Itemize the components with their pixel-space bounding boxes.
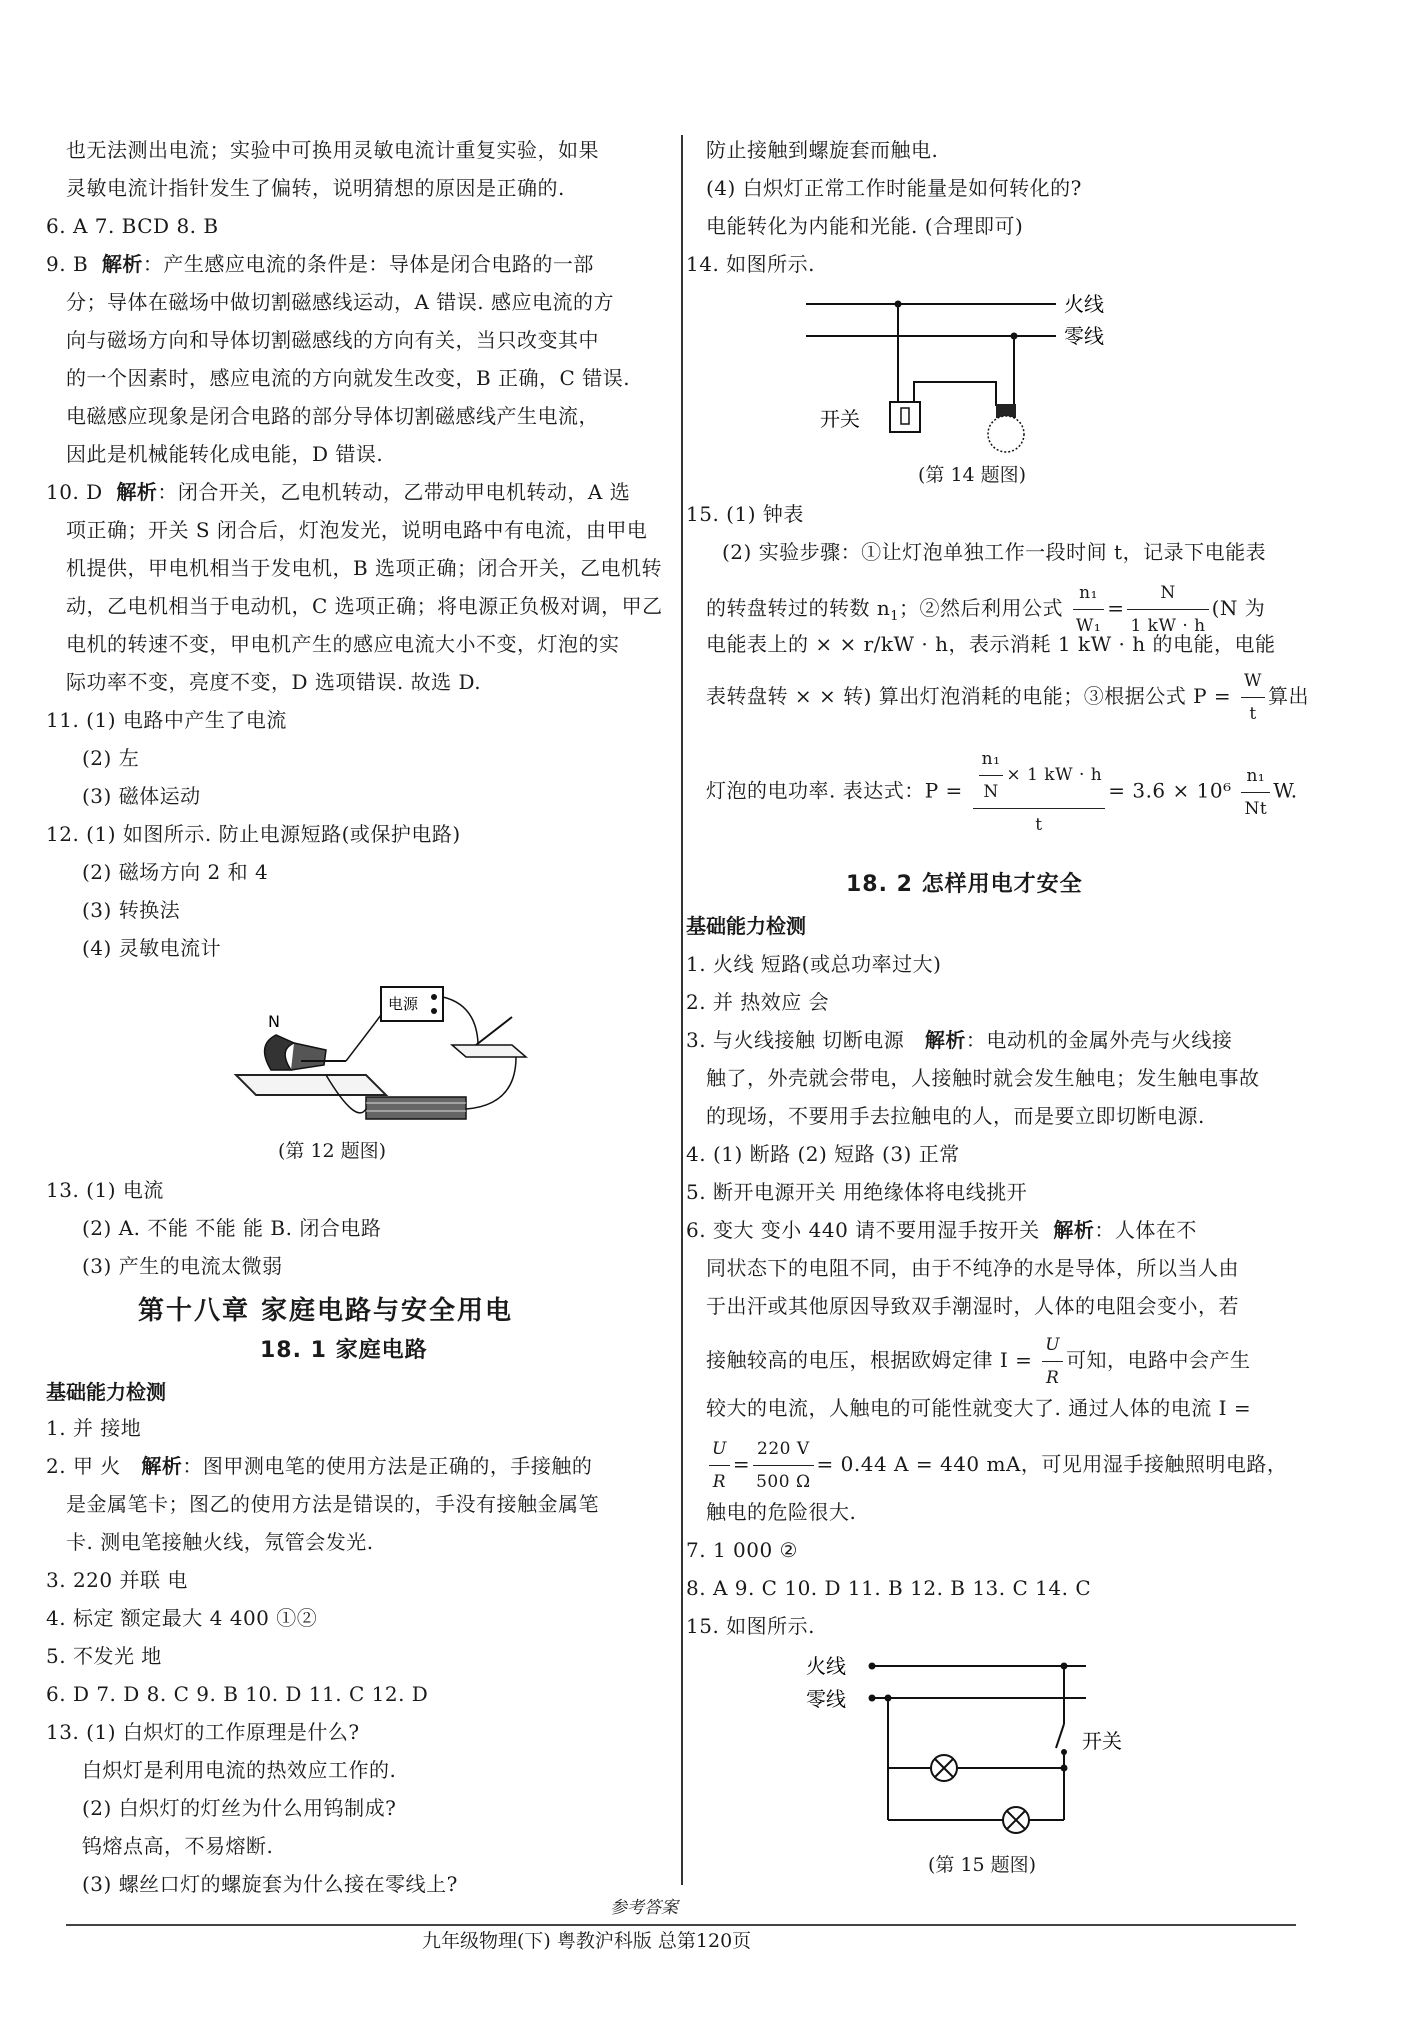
switch-blade xyxy=(1056,1724,1064,1748)
formula-line xyxy=(706,666,1309,729)
wooden-base xyxy=(236,1075,386,1095)
analysis-text: ：产生感应电流的条件是：导体是闭合电路的一部 xyxy=(142,252,594,276)
text-segment: W. xyxy=(1273,778,1298,803)
horseshoe-magnet xyxy=(265,1035,294,1070)
analysis-text: ：人体在不 xyxy=(1094,1218,1197,1242)
fraction xyxy=(1042,1330,1063,1393)
fraction xyxy=(1241,666,1265,729)
analysis-tag: 解析 xyxy=(116,480,158,504)
answer-line: (4) 灵敏电流计 xyxy=(82,936,222,960)
text-line: 因此是机械能转化成电能，D 错误. xyxy=(66,442,384,466)
answer-line: 15. 如图所示. xyxy=(686,1614,816,1638)
text-line: (4) 白炽灯正常工作时能量是如何转化的? xyxy=(706,176,1082,200)
fraction-denominator: N xyxy=(983,782,999,802)
text-line: 于出汗或其他原因导致双手潮湿时，人体的电阻会变小，若 xyxy=(706,1294,1239,1318)
live-wire-label: 火线 xyxy=(1064,292,1104,316)
text-line: 也无法测出电流；实验中可换用灵敏电流计重复实验，如果 xyxy=(66,138,599,162)
figure-12-caption: (第 12 题图) xyxy=(278,1140,387,1162)
text-segment: 的转盘转过的转数 n xyxy=(706,596,891,620)
formula-line: 的转盘转过的转数 $n_1$；②然后利用公式 $\frac{\text{n₁}}{\text{W₁}}$ = $\frac{N}{1 kW \cdot h}$ (N 为 xyxy=(706,578,1265,641)
answer-number: 10. D xyxy=(46,480,103,504)
answer-line: 5. 不发光 地 xyxy=(46,1644,162,1668)
answer-number: 2. 甲 火 xyxy=(46,1454,121,1478)
answer-line: 白炽灯是利用电流的热效应工作的. xyxy=(82,1758,397,1782)
fraction-numerator xyxy=(973,744,1106,809)
answer-line: 5. 断开电源开关 用绝缘体将电线挑开 xyxy=(686,1180,1028,1204)
text-segment: 表转盘转 × × 转) 算出灯泡消耗的电能；③根据公式 P = xyxy=(706,684,1232,708)
footer-rule xyxy=(66,1924,1296,1926)
text-line: 防止接触到螺旋套而触电. xyxy=(706,138,939,162)
analysis-text: ：电动机的金属外壳与火线接 xyxy=(965,1028,1233,1052)
answer-number: 3. 与火线接触 切断电源 xyxy=(686,1028,905,1052)
text-line: 分；导体在磁场中做切割磁感线运动，A 错误. 感应电流的方 xyxy=(66,290,615,314)
text-segment: ；②然后利用公式 xyxy=(899,596,1064,620)
fraction xyxy=(753,1434,813,1497)
fraction xyxy=(709,1434,730,1497)
answer-line: 13. (1) 白炽灯的工作原理是什么? xyxy=(46,1720,360,1744)
text-segment: × 1 kW · h xyxy=(1006,765,1103,785)
text-segment: 灯泡的电功率. 表达式：P = xyxy=(706,778,963,803)
switch-label: 开关 xyxy=(1082,1729,1122,1753)
analysis-text: ：图甲测电笔的使用方法是正确的，手接触的 xyxy=(182,1454,593,1478)
text-line: 同状态下的电阻不同，由于不纯净的水是导体，所以当人由 xyxy=(706,1256,1239,1280)
answer-line: 1. 并 接地 xyxy=(46,1416,142,1440)
text-line: 较大的电流，人触电的可能性就变大了. 通过人体的电流 I = xyxy=(706,1396,1252,1420)
section-title: 18. 2 怎样用电才安全 xyxy=(846,872,1083,897)
magnet-pole xyxy=(291,1043,326,1070)
wire xyxy=(346,1015,381,1061)
wire xyxy=(914,382,996,406)
answer-line: 3. 220 并联 电 xyxy=(46,1568,188,1592)
answer-line: 12. (1) 如图所示. 防止电源短路(或保护电路) xyxy=(46,822,461,846)
fraction-numerator: 220 V xyxy=(753,1434,813,1466)
fraction xyxy=(1241,761,1270,824)
answer-line: (2) 实验步骤：①让灯泡单独工作一段时间 t，记录下电能表 xyxy=(722,540,1267,564)
fraction-denominator: t xyxy=(1035,815,1043,835)
fraction-denominator: Nt xyxy=(1244,798,1268,819)
answer-line: 4. 标定 额定最大 4 400 ①② xyxy=(46,1606,318,1630)
text-segment: 接触较高的电压，根据欧姆定律 I = xyxy=(706,1348,1033,1372)
light-bulb xyxy=(988,416,1024,452)
answer-line: (2) 白炽灯的灯丝为什么用钨制成? xyxy=(82,1796,397,1820)
footer-page-info: 九年级物理(下) 粤教沪科版 总第120页 xyxy=(422,1930,752,1952)
analysis-text: ：闭合开关，乙电机转动，乙带动甲电机转动，A 选 xyxy=(157,480,631,504)
answer-line: 14. 如图所示. xyxy=(686,252,816,276)
text-line: 机提供，甲电机相当于发电机，B 选项正确；闭合开关，乙电机转 xyxy=(66,556,663,580)
text-segment: = xyxy=(732,1452,751,1476)
fraction-denominator: R xyxy=(712,1472,727,1492)
answer-line: 6. D 7. D 8. C 9. B 10. D 11. C 12. D xyxy=(46,1682,429,1706)
answer-line: (3) 磁体运动 xyxy=(82,784,201,808)
figure-14-circuit xyxy=(806,284,1136,464)
analysis-tag: 解析 xyxy=(101,252,143,276)
text-line: 灵敏电流计指针发生了偏转，说明猜想的原因是正确的. xyxy=(66,176,565,200)
figure-15-caption: (第 15 题图) xyxy=(928,1854,1037,1876)
section-title: 18. 1 家庭电路 xyxy=(260,1338,428,1363)
switch-label: 开关 xyxy=(820,407,860,431)
text-segment: = 0.44 A = 440 mA，可见用湿手接触照明电路， xyxy=(816,1452,1288,1476)
figure-12-apparatus xyxy=(216,975,546,1135)
figure-14-caption: (第 14 题图) xyxy=(918,464,1027,486)
footer-heading: 参考答案 xyxy=(610,1898,678,1918)
text-line: 是金属笔卡；图乙的使用方法是错误的，手没有接触金属笔 xyxy=(66,1492,599,1516)
answer-line: 钨熔点高，不易熔断. xyxy=(82,1834,274,1858)
text-line: 卡. 测电笔接触火线，氖管会发光. xyxy=(66,1530,374,1554)
text-line: 的一个因素时，感应电流的方向就发生改变，B 正确，C 错误. xyxy=(66,366,631,390)
answer-number: 6. 变大 变小 440 请不要用湿手按开关 xyxy=(686,1218,1040,1242)
switch-base xyxy=(452,1045,526,1057)
answer-line: (3) 产生的电流太微弱 xyxy=(82,1254,283,1278)
text-segment: 可知，电路中会产生 xyxy=(1066,1348,1251,1372)
fraction-denominator: t xyxy=(1249,704,1257,724)
fraction-numerator: n₁ xyxy=(1241,761,1270,793)
text-segment: (N 为 xyxy=(1211,596,1266,620)
answer-number: 9. B xyxy=(46,252,89,276)
power-supply-label: 电源 xyxy=(388,995,419,1013)
subheading: 基础能力检测 xyxy=(46,1380,166,1404)
formula-line xyxy=(706,1434,1287,1497)
fraction-numerator: n₁ xyxy=(979,744,1004,776)
answer-line: 8. A 9. C 10. D 11. B 12. B 13. C 14. C xyxy=(686,1576,1092,1600)
chapter-title: 第十八章 家庭电路与安全用电 xyxy=(138,1296,514,1326)
text-line: 电磁感应现象是闭合电路的部分导体切割磁感线产生电流， xyxy=(66,404,599,428)
answer-line: 7. 1 000 ② xyxy=(686,1538,798,1562)
terminal xyxy=(869,1695,876,1702)
analysis-tag: 解析 xyxy=(141,1454,183,1478)
answer-line: (2) A. 不能 不能 能 B. 闭合电路 xyxy=(82,1216,382,1240)
text-segment: = 3.6 × 10⁶ xyxy=(1108,778,1232,803)
answer-line: 2. 并 热效应 会 xyxy=(686,990,830,1014)
junction xyxy=(1061,1765,1068,1772)
answer-line: 15. (1) 钟表 xyxy=(686,502,804,526)
fraction-denominator: W₁ xyxy=(1075,616,1102,636)
answer-q10 xyxy=(46,482,630,502)
fraction-denominator: R xyxy=(1045,1368,1060,1388)
live-wire-label: 火线 xyxy=(806,1654,846,1678)
text-line: 动，乙电机相当于电动机，C 选项正确；将电源正负极对调，甲乙 xyxy=(66,594,663,618)
answer-line: 13. (1) 电流 xyxy=(46,1178,164,1202)
answer-q2 xyxy=(46,1456,592,1476)
wire xyxy=(466,1057,516,1109)
formula-line xyxy=(706,744,1298,840)
text-line: 的现场，不要用手去拉触电的人，而是要立即切断电源. xyxy=(706,1104,1205,1128)
answer-line: (2) 左 xyxy=(82,746,140,770)
subheading: 基础能力检测 xyxy=(686,914,806,938)
answer-line: 11. (1) 电路中产生了电流 xyxy=(46,708,287,732)
fraction-numerator: U xyxy=(709,1434,730,1466)
terminal xyxy=(431,1008,437,1014)
inner-fraction xyxy=(979,744,1004,807)
text-line: 际功率不变，亮度不变，D 选项错误. 故选 D. xyxy=(66,670,482,694)
text-line: 项正确；开关 S 闭合后，灯泡发光，说明电路中有电流，由甲电 xyxy=(66,518,648,542)
answer-line: 1. 火线 短路(或总功率过大) xyxy=(686,952,942,976)
text-segment: 算出 xyxy=(1268,684,1310,708)
answer-q3 xyxy=(686,1030,1232,1050)
subscript: 1 xyxy=(890,609,900,624)
answer-q9 xyxy=(46,254,594,274)
analysis-tag: 解析 xyxy=(924,1028,966,1052)
analysis-tag: 解析 xyxy=(1053,1218,1095,1242)
text-line: 触电的危险很大. xyxy=(706,1500,857,1524)
neutral-wire-label: 零线 xyxy=(806,1687,846,1711)
column-divider xyxy=(681,135,683,1885)
text-line: 触了，外壳就会带电，人接触时就会发生触电；发生触电事故 xyxy=(706,1066,1260,1090)
figure-15-circuit xyxy=(806,1648,1126,1848)
answer-line: (3) 转换法 xyxy=(82,898,181,922)
fraction-denominator: 500 Ω xyxy=(756,1472,811,1492)
text-line: 电能表上的 × × r/kW · h，表示消耗 1 kW · h 的电能，电能 xyxy=(706,632,1276,656)
wire xyxy=(443,997,478,1043)
answer-q6 xyxy=(686,1220,1197,1240)
rheostat xyxy=(366,1097,466,1119)
switch-toggle xyxy=(901,408,909,424)
switch-lever xyxy=(476,1017,512,1045)
fraction-numerator: U xyxy=(1042,1330,1063,1362)
fraction-numerator: n₁ xyxy=(1073,578,1104,610)
compound-fraction xyxy=(973,744,1106,840)
answer-line: (3) 螺丝口灯的螺旋套为什么接在零线上? xyxy=(82,1872,458,1896)
fraction-numerator: N xyxy=(1127,578,1208,610)
answer-line: 4. (1) 断路 (2) 短路 (3) 正常 xyxy=(686,1142,960,1166)
neutral-wire-label: 零线 xyxy=(1064,324,1104,348)
north-pole-label: N xyxy=(268,1012,280,1031)
answer-line: 6. A 7. BCD 8. B xyxy=(46,214,219,238)
terminal xyxy=(869,1663,876,1670)
text-line: 电机的转速不变，甲电机产生的感应电流大小不变，灯泡的实 xyxy=(66,632,620,656)
text-line: 电能转化为内能和光能. (合理即可) xyxy=(706,214,1024,238)
answer-line: (2) 磁场方向 2 和 4 xyxy=(82,860,269,884)
fraction-denominator: 1 kW · h xyxy=(1130,616,1206,636)
text-line: 向与磁场方向和导体切割磁感线的方向有关，当只改变其中 xyxy=(66,328,599,352)
fraction-numerator: W xyxy=(1241,666,1265,698)
formula-line xyxy=(706,1330,1251,1393)
terminal xyxy=(431,994,437,1000)
